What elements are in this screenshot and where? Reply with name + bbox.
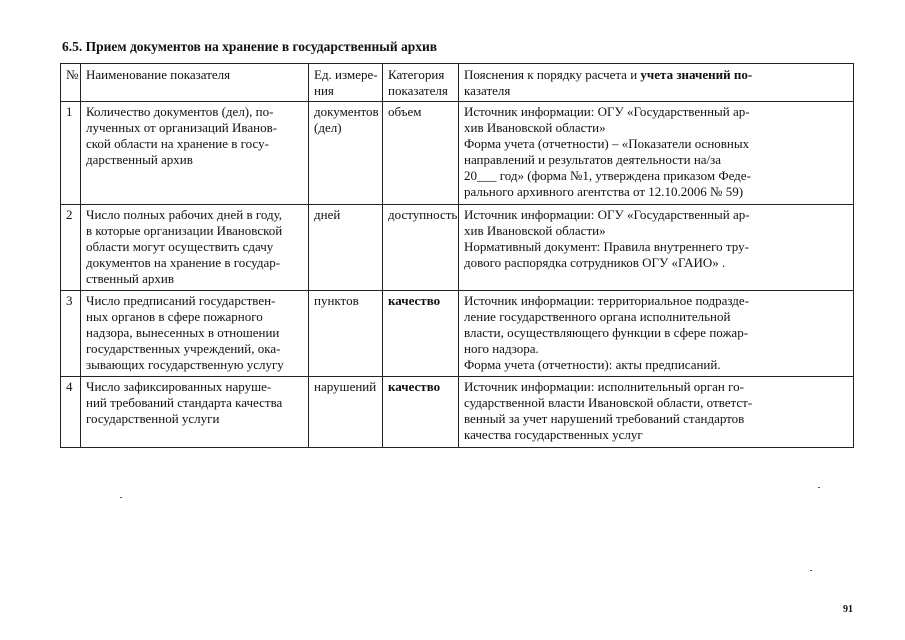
indicators-table [60, 63, 854, 448]
text-line: надзора, вынесенных в отношении [86, 325, 280, 340]
table-row [61, 377, 854, 448]
row-unit [309, 377, 383, 448]
row-category: качество [383, 291, 459, 377]
text-line: пунктов [314, 293, 359, 308]
table-row [61, 205, 854, 291]
text-line: ление государственного органа исполнительной [464, 309, 731, 324]
row-num: 1 [61, 102, 81, 205]
header-notes-bold: учета значений по- [640, 67, 753, 82]
text-line: дового распорядка сотрудников ОГУ «ГАИО» . [464, 255, 726, 270]
text-line: государственных учреждений, ока- [86, 341, 281, 356]
text-line: Источник информации: ОГУ «Государственный ар- [464, 104, 750, 119]
table-row [61, 291, 854, 377]
text-line: ственный архив [86, 271, 175, 286]
row-unit [309, 102, 383, 205]
text-line: области могут осуществить сдачу [86, 239, 274, 254]
row-category: качество [383, 377, 459, 448]
row-num: 4 [61, 377, 81, 448]
text-line: сударственной власти Ивановской области, ответст- [464, 395, 753, 410]
header-notes [459, 64, 854, 102]
header-notes-plain: Пояснения к порядку расчета и [464, 67, 641, 82]
scan-speck [810, 570, 812, 571]
text-line: Число полных рабочих дней в году, [86, 207, 283, 222]
header-notes-line [464, 67, 849, 83]
header-name: Наименование показателя [81, 64, 309, 102]
text-line: направлений и результатов деятельности на/за [464, 152, 722, 167]
row-num: 3 [61, 291, 81, 377]
text-line: ного надзора. [464, 341, 539, 356]
header-category-line: Категория [388, 67, 445, 82]
text-line: дней [314, 207, 341, 222]
row-notes [459, 102, 854, 205]
header-unit-line: ния [314, 83, 334, 98]
scan-speck [818, 487, 820, 488]
text-line: ской области на хранение в госу- [86, 136, 269, 151]
text-line: зывающих государственную услугу [86, 357, 284, 372]
section-heading: 6.5. Прием документов на хранение в государственный архив [62, 39, 438, 54]
row-notes [459, 205, 854, 291]
row-name [81, 205, 309, 291]
table-row [61, 102, 854, 205]
text-line: (дел) [314, 120, 342, 135]
text-line: государственной услуги [86, 411, 220, 426]
table-header-row [61, 64, 854, 102]
text-line: нарушений [314, 379, 377, 394]
text-line: Нормативный документ: Правила внутреннего тру- [464, 239, 749, 254]
text-line: Количество документов (дел), по- [86, 104, 274, 119]
text-line: Источник информации: исполнительный орган го- [464, 379, 744, 394]
row-category: доступность [383, 205, 459, 291]
row-name [81, 291, 309, 377]
text-line: Источник информации: территориальное подразде- [464, 293, 750, 308]
row-name [81, 377, 309, 448]
row-notes [459, 377, 854, 448]
page-number: 91 [843, 604, 853, 615]
text-line: Источник информации: ОГУ «Государственный ар- [464, 207, 750, 222]
row-num: 2 [61, 205, 81, 291]
text-line: власти, осуществляющего функции в сфере пожар- [464, 325, 749, 340]
header-unit [309, 64, 383, 102]
row-unit [309, 205, 383, 291]
header-unit-line: Ед. измере- [314, 67, 378, 82]
text-line: хив Ивановской области» [464, 223, 606, 238]
row-category: объем [383, 102, 459, 205]
text-line: качества государственных услуг [464, 427, 643, 442]
text-line: документов на хранение в государ- [86, 255, 281, 270]
row-notes [459, 291, 854, 377]
text-line: Форма учета (отчетности): акты предписаний. [464, 357, 721, 372]
text-line: дарственный архив [86, 152, 193, 167]
scan-speck [120, 497, 122, 498]
header-notes-line: казателя [464, 83, 511, 98]
text-line: Форма учета (отчетности) – «Показатели основных [464, 136, 750, 151]
text-line: документов [314, 104, 379, 119]
text-line: ний требований стандарта качества [86, 395, 283, 410]
row-unit [309, 291, 383, 377]
text-line: лученных от организаций Иванов- [86, 120, 278, 135]
text-line: Число предписаний государствен- [86, 293, 276, 308]
header-num: № [61, 64, 81, 102]
text-line: хив Ивановской области» [464, 120, 606, 135]
header-category [383, 64, 459, 102]
text-line: 20___ год» (форма №1, утверждена приказом Феде- [464, 168, 751, 183]
text-line: в которые организации Ивановской [86, 223, 283, 238]
header-category-line: показателя [388, 83, 448, 98]
text-line: ных органов в сфере пожарного [86, 309, 263, 324]
text-line: венный за учет нарушений требований стандартов [464, 411, 745, 426]
text-line: Число зафиксированных наруше- [86, 379, 272, 394]
text-line: рального архивного агентства от 12.10.2006 № 59) [464, 184, 744, 199]
row-name [81, 102, 309, 205]
